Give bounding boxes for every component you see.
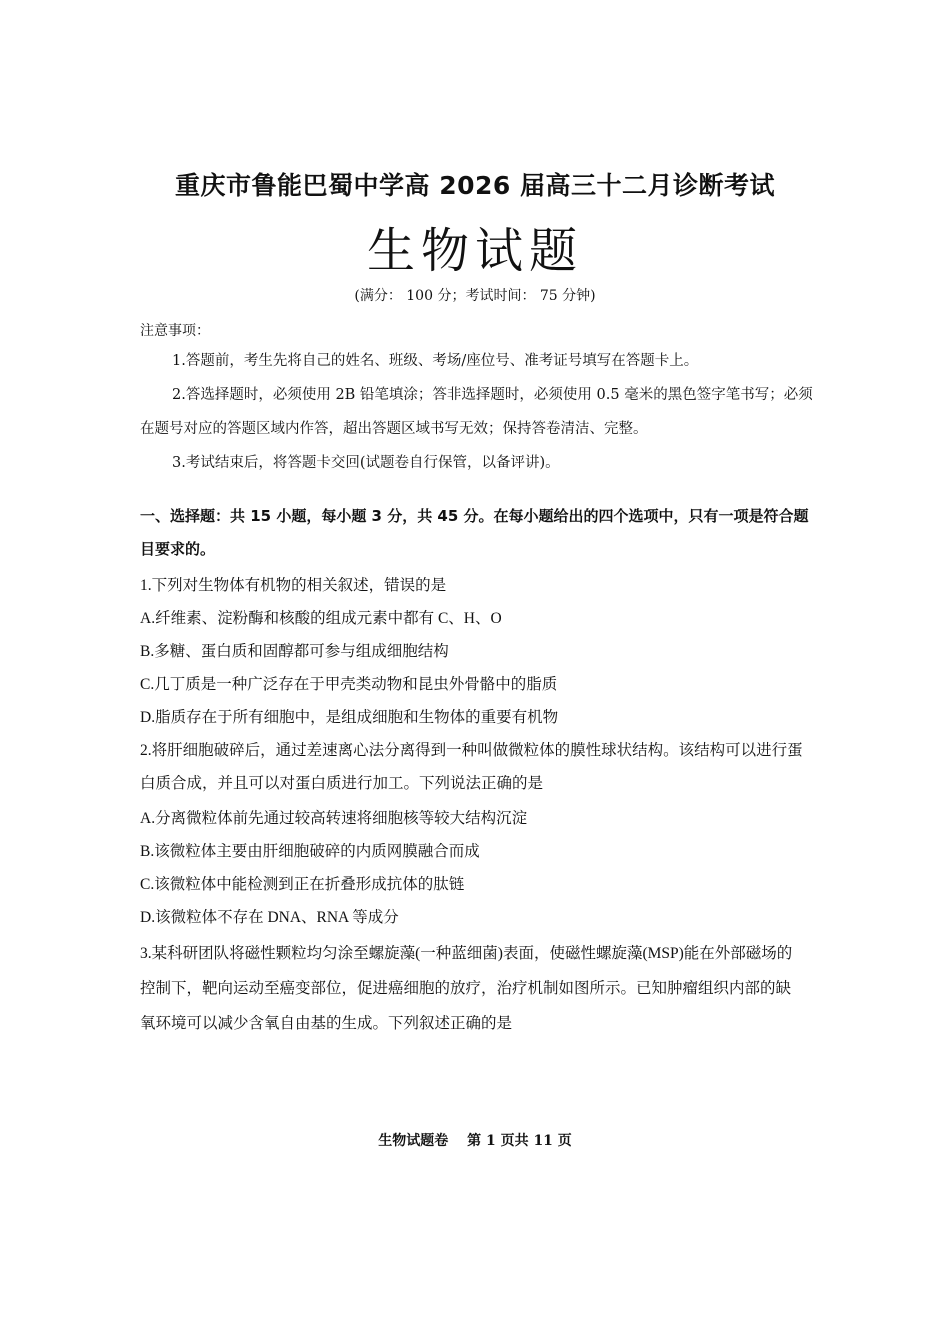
- question-stem: 2.将肝细胞破碎后，通过差速离心法分离得到一种叫做微粒体的膜性球状结构。该结构可以进行蛋白质合成，并且可以对蛋白质进行加工。下列说法正确的是: [140, 742, 803, 792]
- notice-heading: 注意事项：: [140, 323, 210, 339]
- question-stem: 1.下列对生物体有机物的相关叙述，错误的是: [140, 577, 447, 594]
- notice-item: 3.考试结束后，将答题卡交回(试题卷自行保管，以备评讲)。: [172, 455, 560, 471]
- school-exam-title: 重庆市鲁能巴蜀中学高 2026 届高三十二月诊断考试: [175, 171, 775, 200]
- question-option: A.纤维素、淀粉酶和核酸的组成元素中都有 C、H、O: [140, 610, 502, 627]
- question-option: A.分离微粒体前先通过较高转速将细胞核等较大结构沉淀: [140, 810, 528, 827]
- question-option: C.该微粒体中能检测到正在折叠形成抗体的肽链: [140, 876, 465, 893]
- question-option: D.该微粒体不存在 DNA、RNA 等成分: [140, 909, 399, 926]
- section-heading: 一、选择题：共 15 小题，每小题 3 分，共 45 分。在每小题给出的四个选项中，只有一项是符合题目要求的。: [140, 507, 809, 558]
- page-footer: 生物试题卷 第 1 页共 11 页: [378, 1133, 572, 1149]
- subject-title: 生物试题: [366, 223, 583, 279]
- question-option: D.脂质存在于所有细胞中，是组成细胞和生物体的重要有机物: [140, 709, 559, 726]
- question-option: B.多糖、蛋白质和固醇都可参与组成细胞结构: [140, 643, 449, 660]
- question-option: C.几丁质是一种广泛存在于甲壳类动物和昆虫外骨骼中的脂质: [140, 676, 558, 693]
- notice-item: 2.答选择题时，必须使用 2B 铅笔填涂；答非选择题时，必须使用 0.5 毫米的黑色签字笔书写；必须在题号对应的答题区域内作答，超出答题区域书写无效；保持答卷清洁、完整。: [140, 387, 813, 437]
- exam-info: (满分： 100 分；考试时间： 75 分钟): [354, 288, 596, 304]
- question-stem: 3.某科研团队将磁性颗粒均匀涂至螺旋藻(一种蓝细菌)表面，使磁性螺旋藻(MSP)能在外部磁场的控制下，靶向运动至癌变部位，促进癌细胞的放疗，治疗机制如图所示。已知肿瘤组织内部的缺氧环境可以减少含氧自由基的生成。下列叙述正确的是: [140, 945, 793, 1032]
- notice-item: 1.答题前，考生先将自己的姓名、班级、考场/座位号、准考证号填写在答题卡上。: [172, 353, 699, 369]
- question-option: B.该微粒体主要由肝细胞破碎的内质网膜融合而成: [140, 843, 480, 860]
